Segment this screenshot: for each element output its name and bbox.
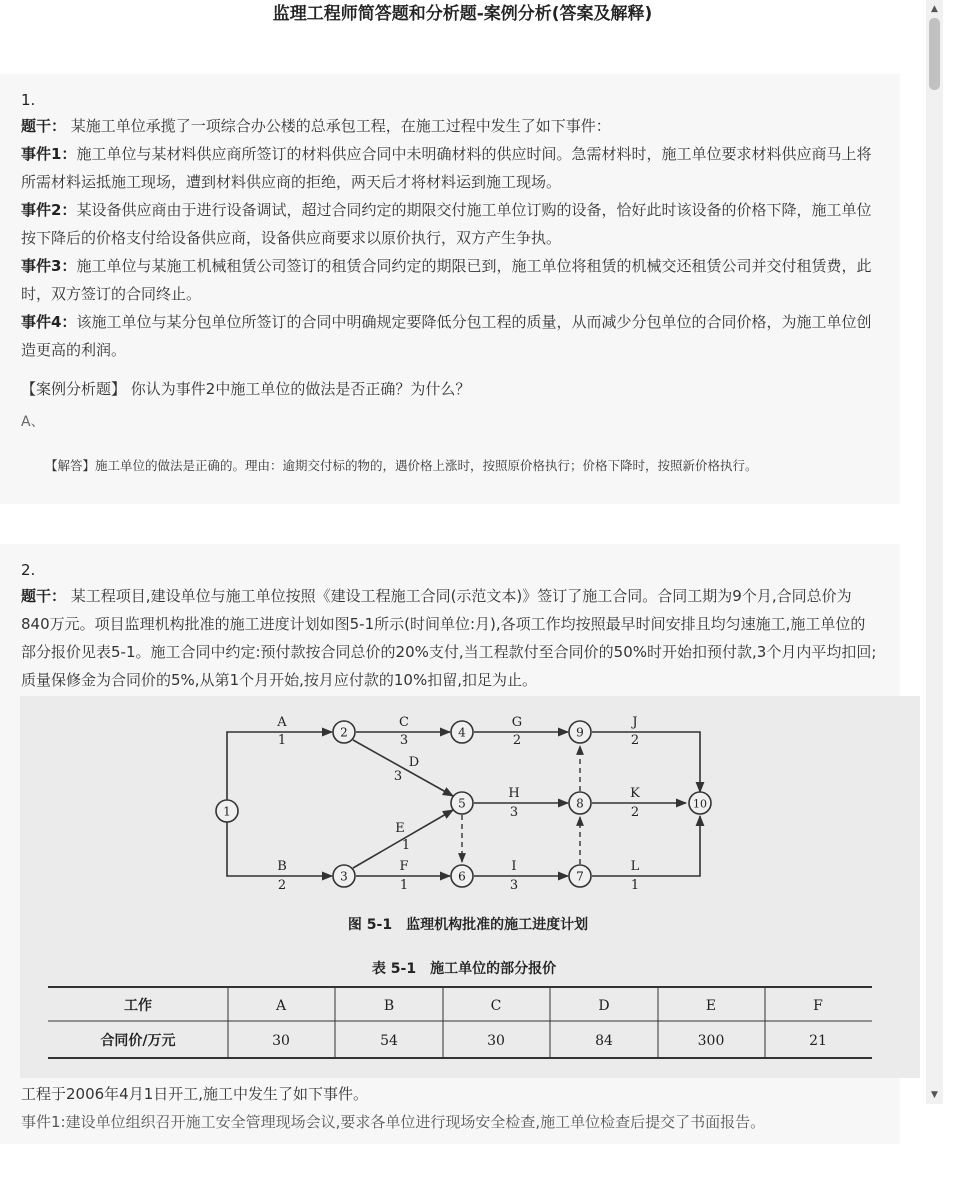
stem-label: 题干： [21,117,67,135]
scroll-thumb[interactable] [929,18,940,90]
activity-name: B [277,859,287,874]
scroll-down-icon[interactable]: ▼ [931,1090,938,1100]
event-label: 事件4： [21,313,77,331]
event-2 [21,196,879,252]
table-value-cell: 300 [697,1033,725,1049]
vertical-scrollbar[interactable] [926,0,943,1104]
node-label: 8 [576,796,584,811]
event-text: 该施工单位与某分包单位所签订的合同中明确规定要降低分包工程的质量，从而减少分包单位的合同价格，为施工单位创造更高的利润。 [21,313,872,359]
activity-duration: 3 [509,878,519,893]
page-title: 监理工程师简答题和分析题-案例分析(答案及解释) [272,4,653,24]
scroll-up-icon[interactable]: ▲ [931,4,938,14]
table-header-cell: C [490,998,502,1014]
event-text: 某设备供应商由于进行设备调试，超过合同约定的期限交付施工单位订购的设备，恰好此时该设备的价格下降，施工单位按下降后的价格支付给设备供应商，设备供应商要求以原价执行，双方产生争执。 [21,201,872,247]
activity-duration: 3 [393,769,403,784]
activity-name: K [630,786,640,801]
table-value-cell: 30 [272,1033,290,1049]
question-card-1 [0,74,900,504]
node-label: 10 [693,797,707,811]
table-header-cell: A [275,998,287,1014]
activity-name: I [511,859,517,874]
clipped-event-text: 事件1:建设单位组织召开施工安全管理现场会议,要求各单位进行现场安全检查,施工单位检查后提交了书面报告。 [21,1113,766,1131]
event-text: 施工单位与某材料供应商所签订的材料供应合同中未明确材料的供应时间。急需材料时，施工单位要求材料供应商马上将所需材料运抵施工现场，遭到材料供应商的拒绝，两天后才将材料运到施工现场。 [21,145,872,191]
activity-name: C [399,715,409,730]
node-label: 7 [576,869,584,884]
activity-duration: 2 [277,878,287,893]
node-label: 1 [223,804,231,819]
table-caption: 表 5-1 施工单位的部分报价 [371,961,557,977]
answer-explanation: 【解答】施工单位的做法是正确的。理由：逾期交付标的物的，遇价格上涨时，按照原价格执行；价格下降时，按照新价格执行。 [45,458,758,473]
node-label: 9 [576,725,584,740]
activity-duration: 3 [399,733,409,748]
stem-text: 某工程项目,建设单位与施工单位按照《建设工程施工合同(示范文本)》签订了施工合同。合同工期为9个月,合同总价为840万元。项目监理机构批准的施工进度计划如图5-1所示(时间单位:月),各项工作均按照最早时间安排且均匀速施工,施工单位的部分报价见表5-1。施工合同中约定:预付款按合同总价的20%支付,当工程款付至合同价的50%时开始扣预付款,3个月内平均扣回;质量保修金为合同价的5%,从第1个月开始,按月应付款的10%扣留,扣足为止。 [21,587,877,689]
activity-name: A [277,715,287,730]
activity-duration: 1 [630,878,640,893]
activity-duration: 2 [630,805,640,820]
network-diagram-and-table [20,696,920,1078]
after-figure-text: 工程于2006年4月1日开工,施工中发生了如下事件。 [21,1085,369,1103]
activity-duration: 2 [512,733,522,748]
node-label: 6 [458,869,466,884]
question-card-2 [0,544,900,1144]
table-header-cell: B [383,998,395,1014]
question-stem [21,112,879,140]
activity-duration: 3 [509,805,519,820]
stem-text: 某施工单位承揽了一项综合办公楼的总承包工程，在施工过程中发生了如下事件： [70,117,611,135]
activity-name: L [630,859,640,874]
event-label: 事件1： [21,145,77,163]
table-header-cell: E [705,998,717,1014]
activity-name: E [395,821,405,836]
node-label: 3 [340,869,348,884]
table-header-cell: F [813,998,823,1014]
activity-duration: 1 [277,733,287,748]
activity-duration: 1 [399,878,409,893]
table-value-cell: 30 [487,1033,505,1049]
activity-name: J [632,715,638,730]
node-label: 2 [340,725,348,740]
stem-label: 题干： [21,587,67,605]
activity-name: H [508,786,520,801]
table-value-cell: 21 [809,1033,827,1049]
event-1 [21,140,879,196]
table-header-cell: 工作 [124,998,152,1014]
scanned-figure [20,696,920,1078]
question-stem [21,582,879,694]
figure-caption: 图 5-1 监理机构批准的施工进度计划 [347,917,589,933]
activity-name: F [399,859,409,874]
table-value-cell: 84 [595,1033,613,1049]
event-label: 事件3： [21,257,77,275]
case-question: 【案例分析题】 你认为事件2中施工单位的做法是否正确？为什么？ [21,380,471,398]
event-label: 事件2： [21,201,77,219]
activity-duration: 1 [401,838,411,853]
event-4 [21,308,879,364]
question-number: 1. [21,91,36,109]
event-3 [21,252,879,308]
event-text: 施工单位与某施工机械租赁公司签订的租赁合同约定的期限已到，施工单位将租赁的机械交还租赁公司并交付租赁费，此时，双方签订的合同终止。 [21,257,872,303]
table-header-cell: D [598,998,610,1014]
activity-duration: 2 [630,733,640,748]
question-number: 2. [21,561,36,579]
table-row-label: 合同价/万元 [100,1033,176,1049]
table-value-cell: 54 [380,1033,398,1049]
activity-name: D [408,755,420,770]
option-a[interactable]: A、 [21,414,45,430]
node-label: 5 [458,796,466,811]
node-label: 4 [458,725,466,740]
activity-name: G [511,715,523,730]
